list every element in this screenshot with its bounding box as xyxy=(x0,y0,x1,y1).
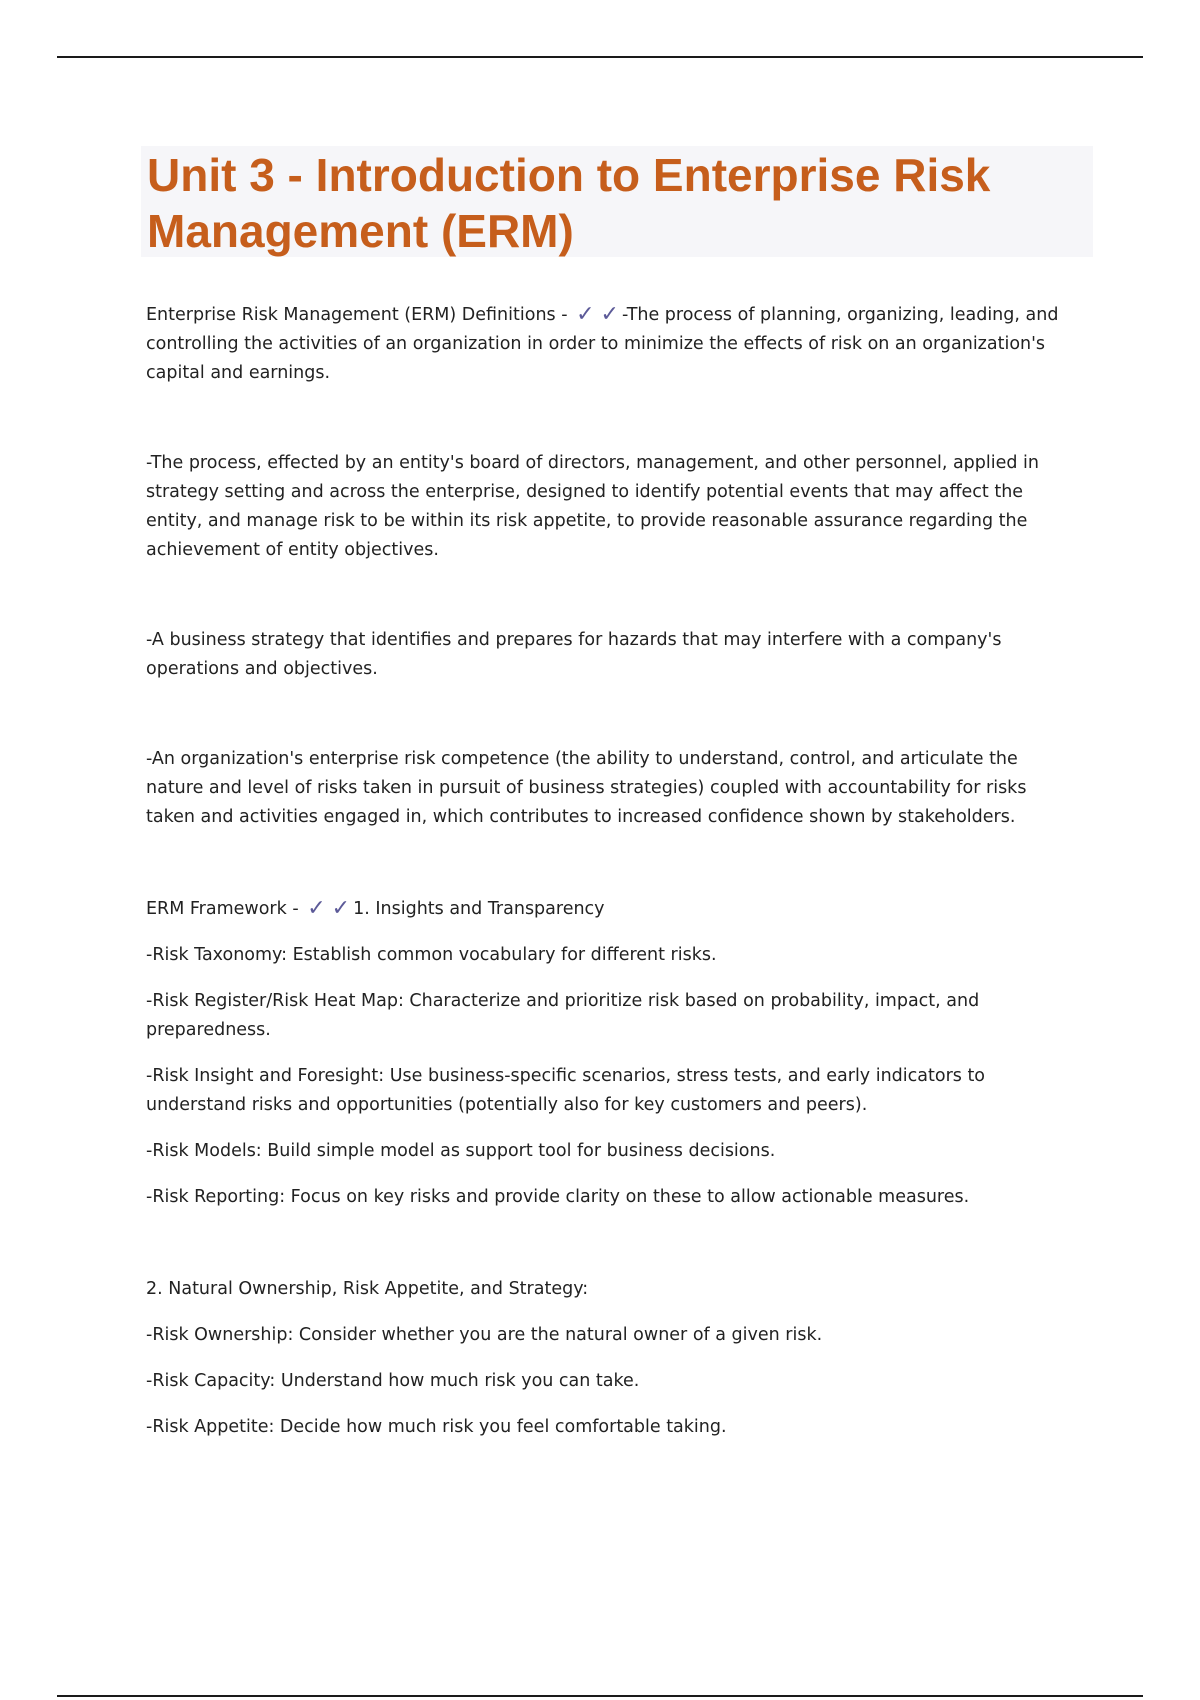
framework-item: -Risk Taxonomy: Establish common vocabulary for different risks. xyxy=(146,945,717,965)
definitions-term: Enterprise Risk Management (ERM) Definitions - xyxy=(146,305,568,325)
definition-paragraph: -An organization's enterprise risk competence (the ability to understand, control, and articulate the nature and level of risks taken in pursuit of business strategies) coupled with accountability for risks taken and activities engaged in, which contributes to increased confidence shown by stakeholders. xyxy=(146,749,1027,827)
framework-item: -Risk Models: Build simple model as support tool for business decisions. xyxy=(146,1141,776,1161)
framework-section2-heading: 2. Natural Ownership, Risk Appetite, and Strategy: xyxy=(146,1279,589,1299)
framework-item: -Risk Capacity: Understand how much risk you can take. xyxy=(146,1371,640,1391)
definition-paragraph: -The process, effected by an entity's board of directors, management, and other personnel, applied in strategy setting and across the enterprise, designed to identify potential events that may affect the entity, and manage risk to be within its risk appetite, to provide reasonable assurance regarding the achievement of entity objectives. xyxy=(146,453,1040,560)
check-mark-icon: ✓ xyxy=(331,896,351,921)
check-mark-icon: ✓ xyxy=(600,302,619,327)
definition-text: -The process of planning, organizing, leading, and controlling the activities of an organization in order to minimize the effects of risk on an organization's capital and earnings. xyxy=(146,305,1059,383)
framework-item: -Risk Insight and Foresight: Use business-specific scenarios, stress tests, and early indicators to understand risks and opportunities (potentially also for key customers and peers). xyxy=(146,1066,986,1115)
title-box xyxy=(141,146,1093,257)
top-rule xyxy=(57,56,1143,58)
bottom-rule xyxy=(57,1695,1143,1697)
page-title: Unit 3 - Introduction to Enterprise Risk Management (ERM) xyxy=(147,149,991,257)
framework-item: -Risk Ownership: Consider whether you are the natural owner of a given risk. xyxy=(146,1325,823,1345)
definitions-entry xyxy=(146,301,1076,388)
framework-item: -Risk Reporting: Focus on key risks and provide clarity on these to allow actionable measures. xyxy=(146,1187,970,1207)
framework-entry xyxy=(146,895,1076,924)
check-mark-icon: ✓ xyxy=(307,896,326,921)
framework-item: -Risk Appetite: Decide how much risk you feel comfortable taking. xyxy=(146,1417,727,1437)
framework-section1-heading: 1. Insights and Transparency xyxy=(353,899,605,919)
framework-item: -Risk Register/Risk Heat Map: Characterize and prioritize risk based on probability, impact, and preparedness. xyxy=(146,991,980,1040)
framework-term: ERM Framework - xyxy=(146,899,299,919)
document-body xyxy=(146,301,1076,1442)
check-mark-icon: ✓ xyxy=(576,302,595,327)
definition-paragraph: -A business strategy that identifies and prepares for hazards that may interfere with a company's operations and objectives. xyxy=(146,630,1002,679)
